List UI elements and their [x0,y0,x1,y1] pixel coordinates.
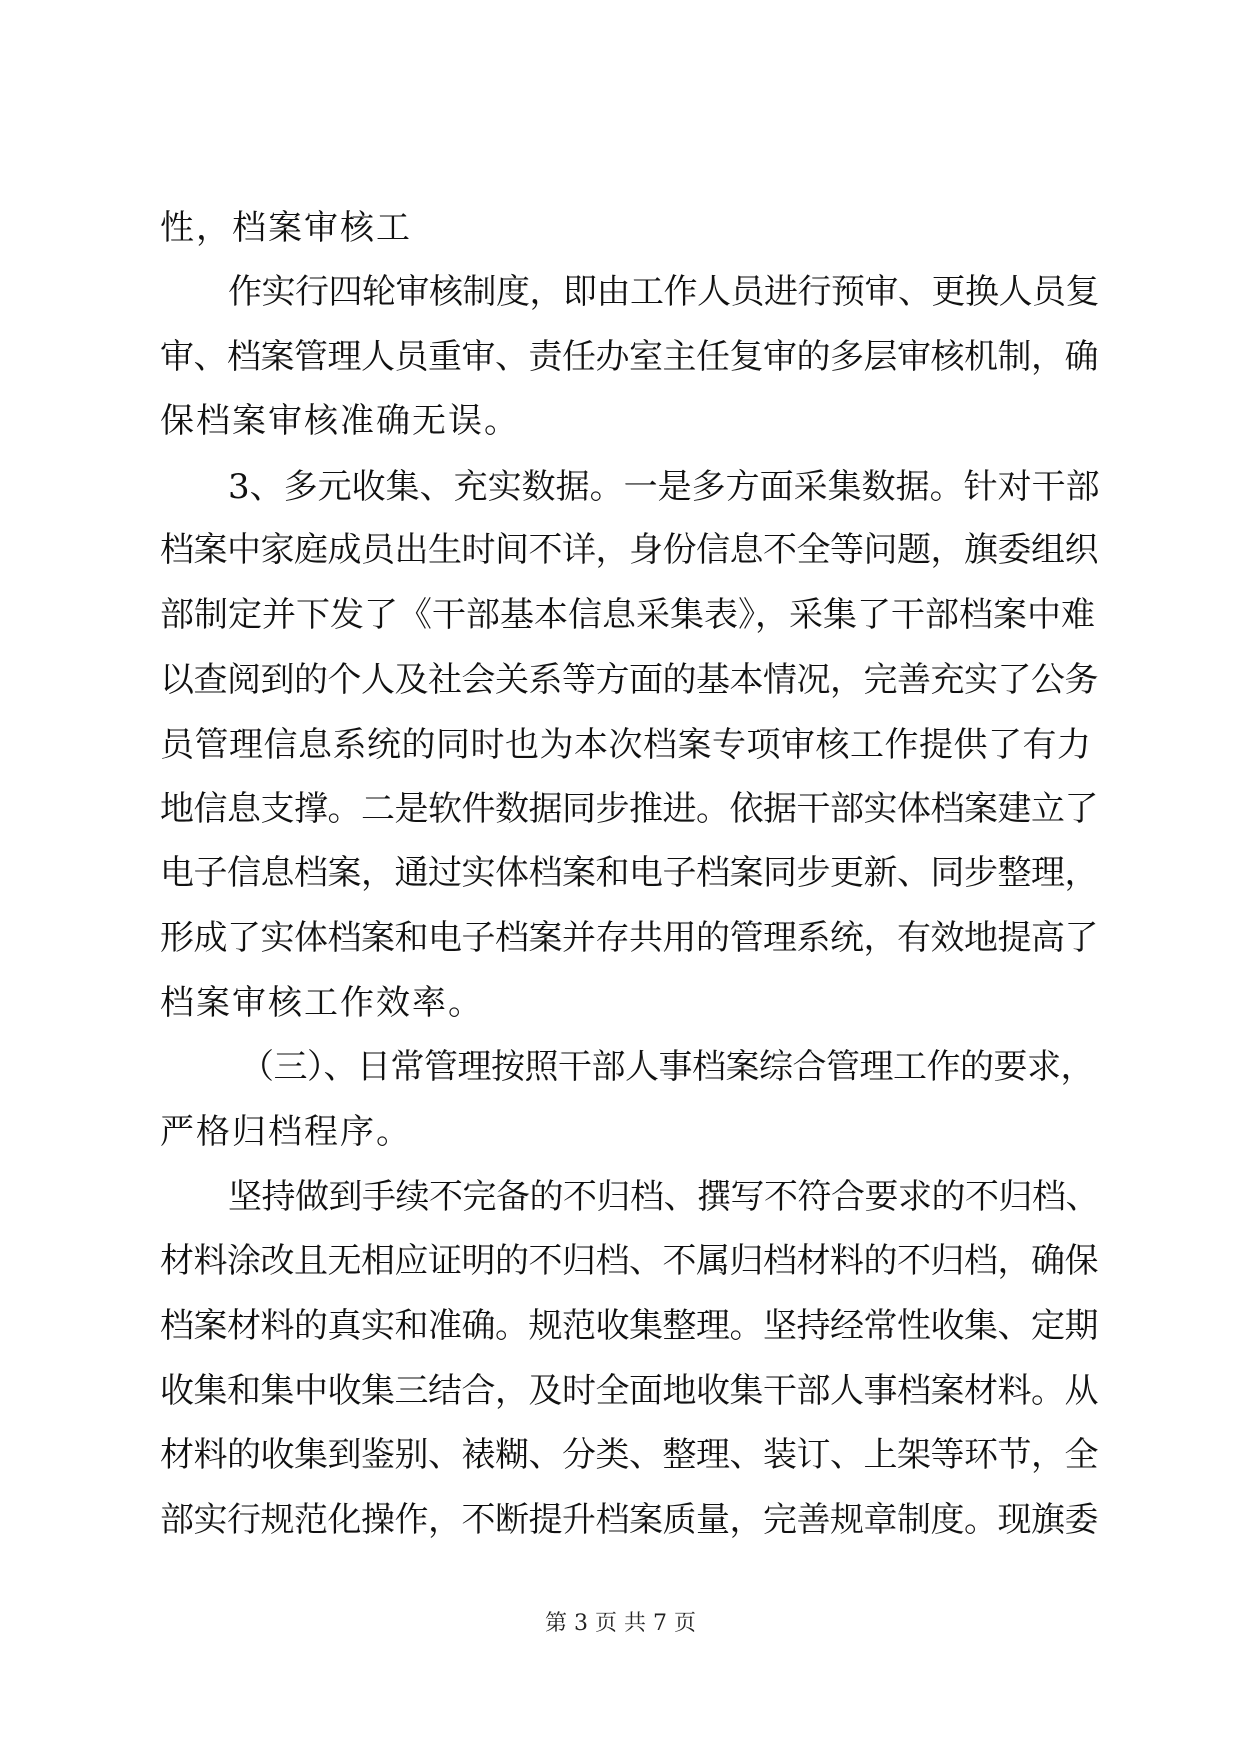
section-heading-line: （三）、日常管理按照干部人事档案综合管理工作的要求， [240,1047,1094,1087]
text-line: 以查阅到的个人及社会关系等方面的基本情况，完善充实了公务 [160,660,1098,700]
text-line: 档案审核工作效率。 [160,983,484,1023]
paragraph-line: 作实行四轮审核制度，即由工作人员进行预审、更换人员复 [228,272,1099,312]
text-line: 性，档案审核工 [160,208,412,248]
text-line: 电子信息档案，通过实体档案和电子档案同步更新、同步整理， [160,853,1098,893]
text-line: 审、档案管理人员重审、责任办室主任复审的多层审核机制，确 [160,337,1098,377]
paragraph-line: 坚持做到手续不完备的不归档、撰写不符合要求的不归档、 [228,1177,1099,1217]
text-line: 材料涂改且无相应证明的不归档、不属归档材料的不归档，确保 [160,1241,1098,1281]
text-line: 材料的收集到鉴别、裱糊、分类、整理、装订、上架等环节，全 [160,1435,1098,1475]
text-line: 部制定并下发了《干部基本信息采集表》，采集了干部档案中难 [160,595,1095,635]
text-line: 员管理信息系统的同时也为本次档案专项审核工作提供了有力 [160,725,1092,765]
text-line: 保档案审核准确无误。 [160,401,520,441]
text-line: 收集和集中收集三结合，及时全面地收集干部人事档案材料。从 [160,1371,1098,1411]
text-line: 档案中家庭成员出生时间不详，身份信息不全等问题，旗委组织 [160,530,1098,570]
paragraph-line: 3、多元收集、充实数据。一是多方面采集数据。针对干部 [228,467,1100,507]
text-line: 部实行规范化操作，不断提升档案质量，完善规章制度。现旗委 [160,1500,1098,1540]
text-line: 档案材料的真实和准确。规范收集整理。坚持经常性收集、定期 [160,1306,1098,1346]
page-number-footer: 第 3 页 共 7 页 [545,1611,696,1636]
text-line: 地信息支撑。二是软件数据同步推进。依据干部实体档案建立了 [160,789,1098,829]
text-line: 严格归档程序。 [160,1112,412,1152]
text-line: 形成了实体档案和电子档案并存共用的管理系统，有效地提高了 [160,918,1098,958]
